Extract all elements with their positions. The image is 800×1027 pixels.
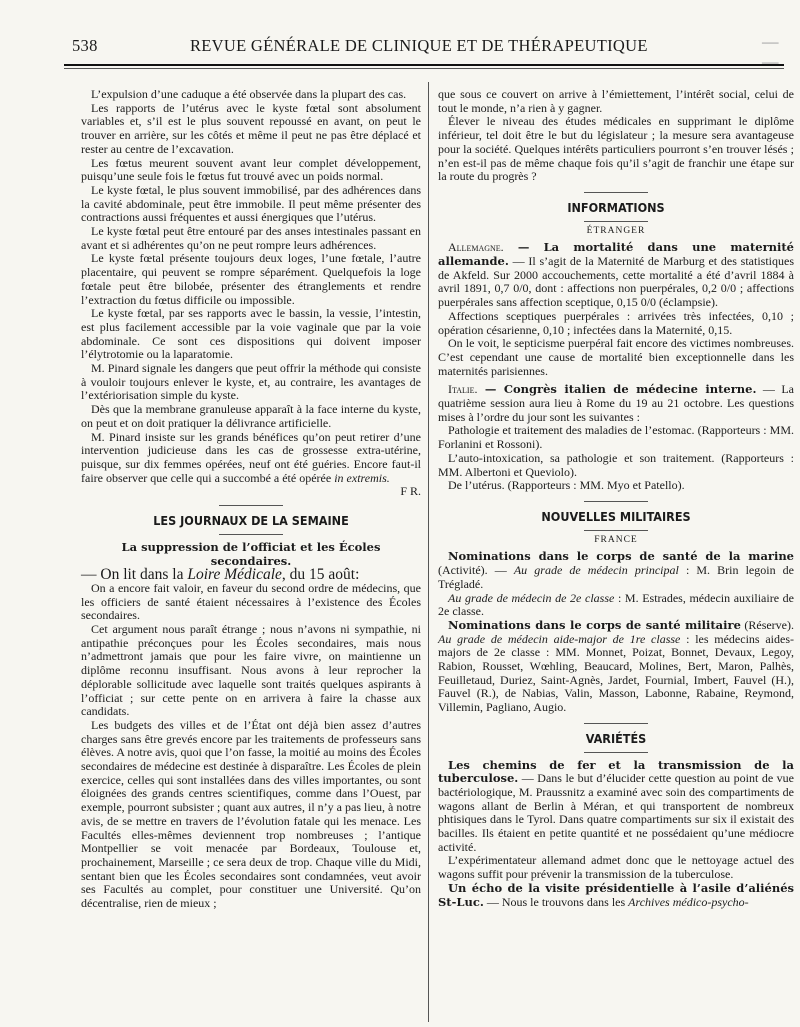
paragraph <box>81 431 421 486</box>
item-title: Les chemins de fer et la transmission de la tuberculose. <box>438 757 794 786</box>
right-column <box>438 88 794 909</box>
paragraph: Le kyste fœtal peut être entouré par des anses intestinales passant en avant et si adhérentes qu’on ne peut rompre leurs adhérences. <box>81 224 421 252</box>
paragraph: L’expérimentateur allemand admet donc que le nettoyage actuel des wagons suffit pour prévenir la transmission de la tuberculose. <box>438 853 794 882</box>
article-title: La suppression de l’officiat et les Écoles secondaires. <box>121 539 381 568</box>
paragraph: On le voit, le septicisme puerpéral fait encore des victimes nombreuses. C’est cependant une cause de mortalité bien exceptionnelle dans les maternités parisiennes. <box>438 336 794 378</box>
paragraph: Cet argument nous paraît étrange ; nous n’avons ni sympathie, ni antipathie préconçues pour les Écoles secondaires, mais nous n’admettront jamais que pour les faire vivre, on maintienne un diplôme reconnu insuffisant. Nous avons à leur reprocher la déplorable sollicitude avec laquelle sont traités quelques aspirants à l’officiat ; sur cette pente on en arrivera à faire la chasse aux candidats. <box>81 622 421 719</box>
subsection-etranger: ÉTRANGER <box>586 225 646 236</box>
section-rule <box>584 752 648 753</box>
paragraph: Le kyste fœtal présente toujours deux loges, l’une fœtale, l’autre placentaire, qui peuvent se rompre séparément. Quelquefois la loge fœtale peut être bilobée, présenter des étranglements et rendre l’extraction du fœtus difficile ou impossible. <box>81 251 421 307</box>
paragraph: M. Pinard signale les dangers que peut offrir la méthode qui consiste à vouloir toujours enlever le kyste, et, au contraire, les avantages de l’extériorisation simple du kyste. <box>81 361 421 403</box>
item-text: : les médecins aides-majors de 2e classe : MM. Monnet, Poizat, Bonnet, Devaux, Legoy, Rabion, Rousset, Wœhling, Beaucard, Molines, Bert, Maron, Palhès, Feuilletaud, Duriez, Saint-Agnès, Jardet, Fournial, Imbert, Fauvel (H.), Fauvel (R.), de Nabias, Valin, Masson, Labonne, Rabaine, Reymond, Villemin, Pagliano, Augio. <box>438 631 794 715</box>
item-text: : M. Brin legoin de Trégladé. <box>438 563 794 591</box>
header-rule-thin <box>64 68 784 69</box>
paragraph: que sous ce couvert on arrive à l’émiettement, l’intérêt social, celui de tout le monde, n’a rien à y gagner. <box>438 87 794 115</box>
item-text: — Nous le trouvons dans les <box>483 894 629 909</box>
paragraph: L’auto-intoxication, sa pathologie et son traitement. (Rapporteurs : MM. Albertoni et Queviolo). <box>438 450 794 479</box>
paragraph-text: M. Pinard insiste sur les grands bénéfices qu’on peut retirer d’une intervention judicieuse dans les cas de grossesse extra-utérine, puisque, sur dix femmes opérées, neuf ont été guéries. Encore faut-il faire observer que celle qui a succombé a été opérée <box>81 429 421 485</box>
running-header <box>72 32 792 71</box>
item-title: Nominations dans le corps de santé militaire <box>448 617 741 632</box>
italic-phrase: in extremis. <box>334 470 390 485</box>
item-text: — Dans le but d’élucider cette question au point de vue bactériologique, M. Praussnitz a examiné avec soin des compartiments de wagons allant de Berlin à Méran, et qui transportent de nombreux phtisiques dans le Tyrol. Dans quatre compartiments sur six il existait des bacilles. Ils étaient en petite quantité et ne possédaient qu’une médiocre activité. <box>438 771 794 854</box>
item-text: (Réserve). <box>740 617 795 632</box>
left-column <box>81 88 421 911</box>
page-number: 538 <box>72 36 98 55</box>
paragraph: Pathologie et traitement des maladies de l’estomac. (Rapporteurs : MM. Forlanini et Rossoni). <box>438 423 794 452</box>
grade: Au grade de médecin principal <box>513 563 679 578</box>
paragraph: Le kyste fœtal, le plus souvent immobilisé, par des adhérences dans la cavité abdominale, peut être immobile. Il peut même présenter des contractions aussi fréquentes et aussi énergiques que l’utérus. <box>81 182 421 225</box>
item-text: — Il s’agit de la Maternité de Marburg et des statistiques de Akfeld. Sur 2000 accouchements, cette mortalité a été d’avril 1884 à avril 1891, 0,7 0/0, dont : affections non puerpérales, 0,2 0/0 ; affections puerpérales sans affection sceptique, 0,15 0/0 (éclampsie). <box>438 254 794 310</box>
subsection-france: FRANCE <box>594 534 638 545</box>
nomination-marine-2 <box>438 592 794 619</box>
section-heading-journaux: LES JOURNAUX DE LA SEMAINE <box>153 513 349 529</box>
section-rule <box>584 501 648 502</box>
item-text: — La quatrième session aura lieu à Rome du 19 au 21 octobre. Les questions mises à l’ordre du jour sont les suivantes : <box>438 382 794 424</box>
section-heading-militaires: NOUVELLES MILITAIRES <box>541 508 691 524</box>
variety-item <box>438 759 794 855</box>
item-text: : M. Estrades, médecin auxiliaire de 2e classe. <box>438 590 794 619</box>
article-lead <box>81 568 421 582</box>
item-title: — La mortalité dans une maternité allemande. <box>438 240 794 269</box>
corner-mark: — — <box>762 32 779 71</box>
paragraph: Les budgets des villes et de l’État ont déjà bien assez d’autres charges sans être grevés encore par les traitements de professeurs sans élèves. A notre avis, quoi que l’on fasse, la moitié au moins des Écoles secondaires de médecine est destinée à disparaître. Les Écoles de plein exercice, celles qui sont installées dans des villes importantes, ou sont éloignées des grands centres scientifiques, comme dans l’Ouest, par exemple, pourront subsister ; quant aux autres, il n’y a pas lieu, à notre avis, de se mettre en travers de l’évolution fatale qui les menace. Les Facultés elles-mêmes deviennent trop nombreuses ; l’antique Montpellier se voit menacée par Bordeaux, Toulouse et, prochainement, Marseille ; ce sera deux de trop. Chaque ville du Midi, sentant bien que les Écoles secondaires sont condamnées, veut avoir ses Facultés au complet, pour constituer une Université. Qu’on décentralise, rien de mieux ; <box>81 717 421 911</box>
variety-item <box>438 882 794 909</box>
paragraph: Dès que la membrane granuleuse apparaît à la face interne du kyste, on peut et on doit pratiquer la délivrance artificielle. <box>81 402 421 430</box>
section-rule <box>219 505 283 506</box>
country-label: Italie. <box>448 382 478 397</box>
paragraph: De l’utérus. (Rapporteurs : MM. Myo et Patello). <box>448 478 685 493</box>
section-heading-informations: INFORMATIONS <box>567 199 665 215</box>
item-title: Nominations dans le corps de santé de la marine <box>448 549 794 564</box>
grade: Au grade de médecin aide-major de 1re classe <box>438 631 681 646</box>
nomination-marine <box>438 550 794 591</box>
item-text: (Activité). — <box>438 563 514 578</box>
paragraph: L’expulsion d’une caduque a été observée dans la plupart des cas. <box>91 87 407 101</box>
paragraph: Élever le niveau des études médicales en supprimant le diplôme inférieur, tel doit être le but du législateur ; la mesure sera avantageuse pour la société. Quelques intérêts particuliers pourront s’en trouver lésés ; n’en est-il pas de même chaque fois qu’il s’agit de franchir une étape sur la route du progrès ? <box>438 114 794 184</box>
column-divider <box>428 82 429 1022</box>
section-rule <box>584 192 648 193</box>
nomination-militaire <box>438 619 794 715</box>
country-label: Allemagne. <box>448 240 504 255</box>
news-item-allemagne <box>438 241 794 310</box>
journal-name: Archives médico-psycho- <box>628 894 749 909</box>
section-heading-varietes: VARIÉTÉS <box>585 730 647 746</box>
section-rule <box>584 221 648 222</box>
header-rule <box>64 64 784 66</box>
paragraph: Le kyste fœtal, par ses rapports avec le bassin, la vessie, l’intestin, est plus facilement accessible par la voie vaginale que par la voie abdominale. Ce sont ces dispositions qui doivent imposer l’élytrotomie ou la laparatomie. <box>81 306 421 362</box>
paragraph: Affections sceptiques puerpérales : arrivées très infectées, 0,10 ; opération césarienne, 0,10 ; infectées dans la Maternité, 0,15. <box>438 308 794 337</box>
journal-name: Loire Médicale <box>187 566 282 584</box>
news-item-italie <box>438 383 794 424</box>
section-rule <box>584 723 648 724</box>
paragraph: Les rapports de l’utérus avec le kyste fœtal sont absolument variables et, s’il est le plus souvent repoussé en avant, on peut le trouver en arrière, sur les côtés et même il peut ne pas être déplacé et rester au centre de l’excavation. <box>81 100 421 156</box>
author-signature: F R. <box>400 484 421 499</box>
paragraph: On a encore fait valoir, en faveur du second ordre de médecins, que les officiers de santé étaient nécessaires à l’existence des Écoles secondaires. <box>81 580 421 623</box>
item-title: Un écho de la visite présidentielle à l’asile d’aliénés St-Luc. <box>438 880 794 909</box>
section-rule <box>219 534 283 535</box>
lead-text: , du 15 août: <box>281 566 360 584</box>
grade: Au grade de médecin de 2e classe <box>448 590 615 605</box>
paragraph: Les fœtus meurent souvent avant leur complet développement, puisqu’une seule fois le fœtus fut trouvé avec un poids normal. <box>81 155 421 184</box>
section-rule <box>584 530 648 531</box>
lead-text: — On lit dans la <box>81 566 188 584</box>
journal-title: REVUE GÉNÉRALE DE CLINIQUE ET DE THÉRAPEUTIQUE <box>190 36 648 55</box>
item-title: — Congrès italien de médecine interne. <box>477 382 757 397</box>
